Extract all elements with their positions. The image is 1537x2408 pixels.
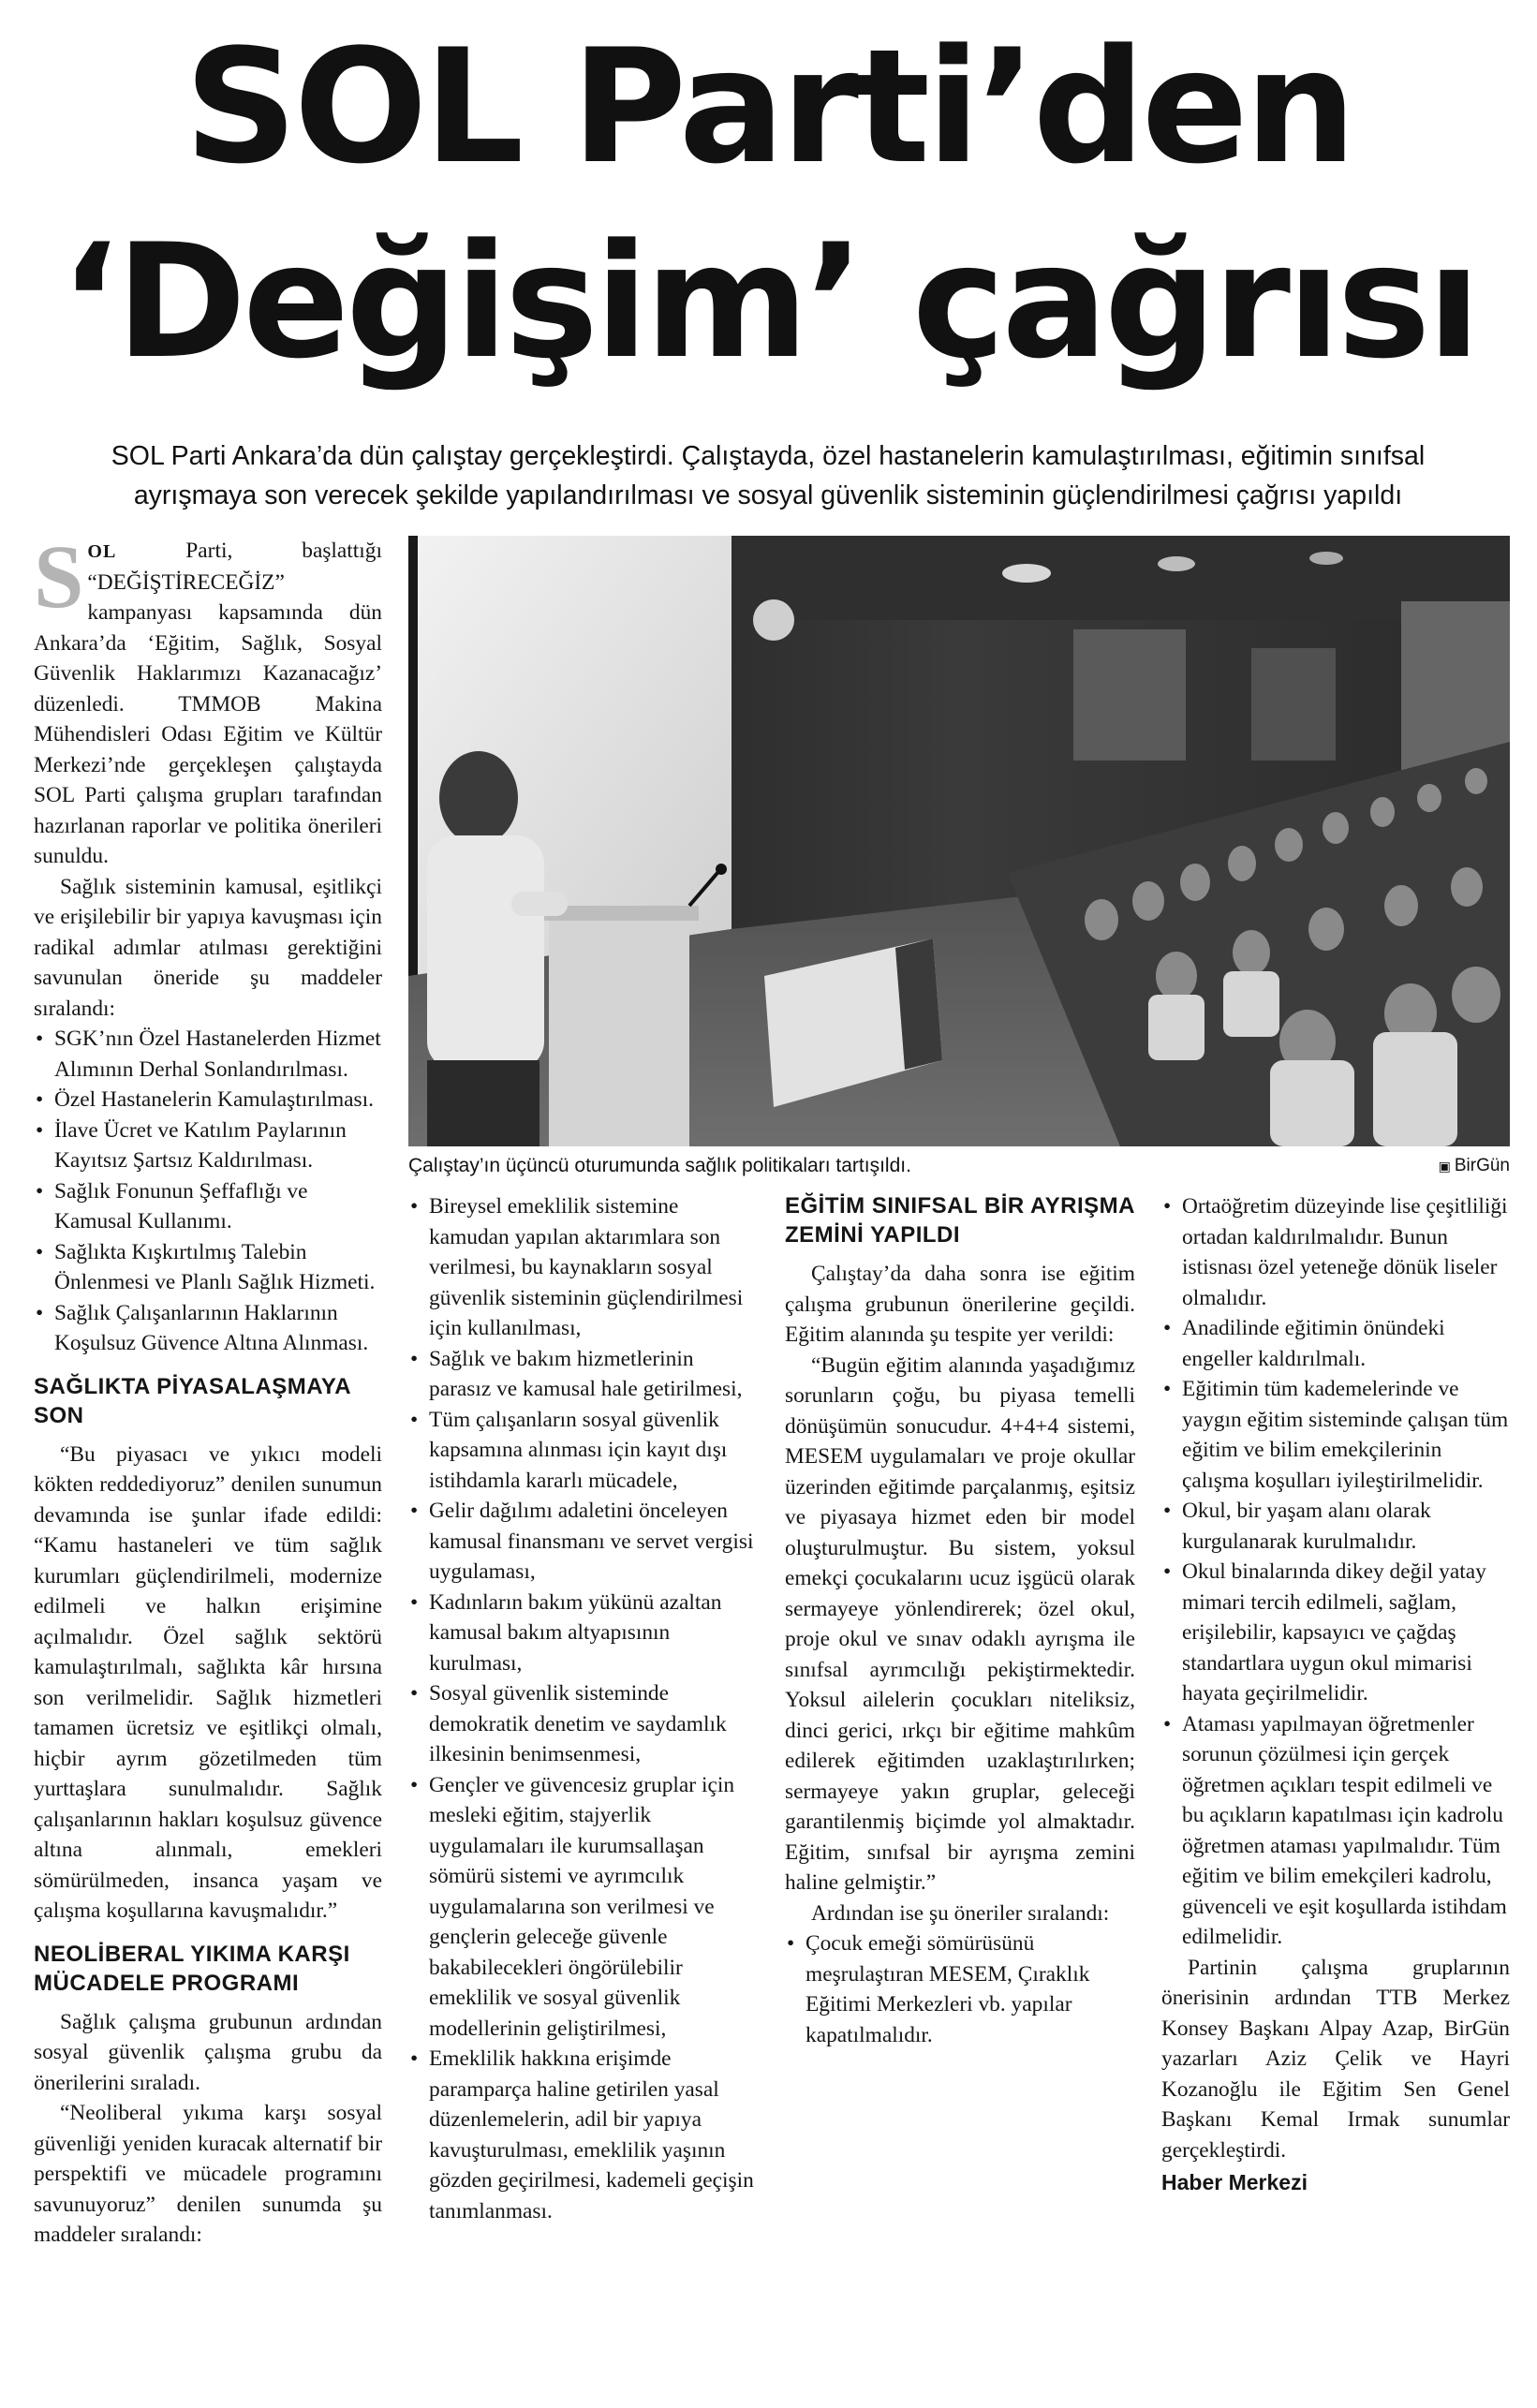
- photo-credit-label: BirGün: [1454, 1156, 1510, 1175]
- lead-paragraph: [34, 526, 382, 872]
- paragraph-health-intro: Sağlık sisteminin kamusal, eşitlikçi ve erişilebilir bir yapıya kavuşması için radikal adımlar atılması gerektiğini savunulan öneride şu maddeler sıralandı:: [34, 874, 382, 1021]
- article-column-1: [34, 526, 382, 2251]
- paragraph-social-quote: “Neoliberal yıkıma karşı sosyal güvenliği yeniden kuracak alternatif bir perspektifi ve mücadele programını savunuyoruz” denilen sunumda şu maddeler sıralandı:: [34, 2101, 382, 2247]
- camera-icon: ▣: [1438, 1159, 1451, 1174]
- list-item: • Kadınların bakım yükünü azaltan kamusal bakım altyapısının kurulması,: [408, 1588, 759, 1679]
- list-item: • Özel Hastanelerin Kamulaştırılması.: [34, 1085, 382, 1115]
- paragraph-education-list-intro: Ardından ise şu öneriler sıralandı:: [811, 1900, 1110, 1926]
- paragraph-closing: Partinin çalışma gruplarının önerisinin ardından TTB Merkez Konsey Başkanı Alpay Azap, BirGün yazarları Aziz Çelik ve Hayri Kozanoğlu ile Eğitim Sen Genel Başkanı Kemal Irmak sunumlar gerçekleştirdi.: [1161, 1955, 1510, 2163]
- subhead-education: EĞİTİM SINIFSAL BİR AYRIŞMA ZEMİNİ YAPILDI: [785, 1193, 1135, 1248]
- list-item: • İlave Ücret ve Katılım Paylarının Kayıtsız Şartsız Kaldırılması.: [34, 1115, 382, 1176]
- headline-line-1: SOL Parti’den: [184, 15, 1353, 199]
- article-column-4: [1161, 1191, 1510, 2198]
- article-column-3: [785, 1191, 1135, 2050]
- list-item: • Sağlık Fonunun Şeffaflığı ve Kamusal Kullanımı.: [34, 1176, 382, 1237]
- paragraph-education-intro: Çalıştay’da daha sonra ise eğitim çalışma grubunun önerilerine geçildi. Eğitim alanında şu tespite yer verildi:: [785, 1262, 1135, 1347]
- deck-line-2: ayrışmaya son verecek şekilde yapılandırılması ve sosyal güvenlik sisteminin güçlendirilmesi çağrısı yapıldı: [133, 480, 1403, 510]
- subhead-health: SAĞLIKTA PİYASALAŞMAYA SON: [34, 1373, 351, 1428]
- drop-cap-rest: OL: [87, 541, 117, 562]
- list-item: • Tüm çalışanların sosyal güvenlik kapsamına alınması için kayıt dışı istihdamla kararlı mücadele,: [408, 1405, 759, 1497]
- list-item: • Emeklilik hakkına erişimde paramparça haline getirilen yasal düzenlemelerin, adil bir yapıya kavuşturulması, emeklilik yaşının gözden geçirilmesi, kademeli geçişin tanımlanması.: [408, 2044, 759, 2226]
- health-demands-list: [34, 1024, 382, 1359]
- list-item: • Çocuk emeği sömürüsünü meşrulaştıran MESEM, Çıraklık Eğitimi Merkezleri vb. yapılar kapatılmalıdır.: [785, 1928, 1135, 2050]
- list-item: • SGK’nın Özel Hastanelerden Hizmet Alımının Derhal Sonlandırılması.: [34, 1024, 382, 1085]
- article-photo: [408, 536, 1510, 1146]
- education-list-part-1: [785, 1928, 1135, 2050]
- paragraph-education-quote: “Bugün eğitim alanında yaşadığımız sorunların çoğu, bu piyasa temelli dönüşümün sonucudur. 4+4+4 sistemi, MESEM uygulamaları ve proje okullar üzerinden eğitimde parçalanmış, eşitsiz ve piyasaya hizmet eden bir model oluşturulmuştur. Bu sistem, yoksul emekçi çocukalarını ucuz işgücü olarak sermayeye yönlendirerek; özel okul, proje okul ve sınav odaklı ayrışma ile sınıfsal ayrımcılığı pekiştirmektedir. Yoksul ailelerin çocukları niteliksiz, dinci gerici, ırkçı bir eğitime mahkûm edilerek eğitimden uzaklaştırılırken; sermayeye yakın gruplar, geleceği garantilenmiş biçimde yol almaktadır. Eğitim, sınıfsal bir ayrışma zemini haline gelmiştir.”: [785, 1352, 1135, 1895]
- headline-line-2: ‘Değişim’ çağrısı: [59, 210, 1478, 393]
- social-security-list: [408, 1191, 759, 2226]
- list-item: • Sağlık Çalışanlarının Haklarının Koşulsuz Güvence Altına Alınması.: [34, 1298, 382, 1359]
- list-item: • Gençler ve güvencesiz gruplar için mesleki eğitim, stajyerlik uygulamaları ile kurumsallaşan sömürü sistemi ve ayrımcılık uygulamalarına son verilmesi ve gençlerin geleceğe güvenle bakabilecekleri öngörülebilir emeklilik ve sosyal güvenlik modellerinin geliştirilmesi,: [408, 1770, 759, 2045]
- list-item: • Sağlıkta Kışkırtılmış Talebin Önlenmesi ve Planlı Sağlık Hizmeti.: [34, 1237, 382, 1298]
- list-item: • Okul binalarında dikey değil yatay mimari tercih edilmeli, sağlam, erişilebilir, kapsayıcı ve çağdaş standartlara uygun okul mimarisi hayata geçirilmelidir.: [1161, 1557, 1510, 1709]
- list-item: • Okul, bir yaşam alanı olarak kurgulanarak kurulmalıdır.: [1161, 1496, 1510, 1557]
- article-column-2: [408, 1191, 759, 2226]
- drop-cap: S: [34, 526, 84, 627]
- deck-line-1: SOL Parti Ankara’da dün çalıştay gerçekleştirdi. Çalıştayda, özel hastanelerin kamulaştırılması, eğitimin sınıfsal: [111, 441, 1426, 471]
- list-item: • Eğitimin tüm kademelerinde ve yaygın eğitim sisteminde çalışan tüm eğitim ve bilim emekçilerinin çalışma koşulları iyileştirilmelidir.: [1161, 1374, 1510, 1496]
- list-item: • Ortaöğretim düzeyinde lise çeşitliliği ortadan kaldırılmalıdır. Bunun istisnası özel yeteneğe dönük liseler olmalıdır.: [1161, 1191, 1510, 1313]
- subhead-neoliberal: NEOLİBERAL YIKIMA KARŞI MÜCADELE PROGRAMI: [34, 1941, 350, 1996]
- list-item: • Ataması yapılmayan öğretmenler sorunun çözülmesi için gerçek öğretmen açıkları tespit edilmeli ve bu açıkların kapatılması için kadrolu öğretmen ataması yapılmalıdır. Tüm eğitim ve bilim emekçileri kadrolu, güvenceli ve eşit koşullarda istihdam edilmelidir.: [1161, 1709, 1510, 1953]
- paragraph-social-intro: Sağlık çalışma grubunun ardından sosyal güvenlik çalışma grubu da önerilerini sıraladı.: [34, 2009, 382, 2095]
- list-item: • Sosyal güvenlik sisteminde demokratik denetim ve saydamlık ilkesinin benimsenmesi,: [408, 1678, 759, 1770]
- byline: Haber Merkezi: [1161, 2170, 1308, 2194]
- lead-text: Parti, başlattığı “DEĞİŞTİRECEĞİZ” kampanyası kapsamında dün Ankara’da ‘Eğitim, Sağlık, Sosyal Güvenlik Haklarımızı Kazanacağız’ düzenledi. TMMOB Makina Mühendisleri Odası Eğitim ve Kültür Merkezi’nde gerçekleşen çalıştayda SOL Parti çalışma grupları tarafından hazırlanan raporlar ve politika önerileri sunuldu.: [34, 539, 382, 868]
- list-item: • Bireysel emeklilik sistemine kamudan yapılan aktarımlara son verilmesi, bu kaynakların sosyal güvenlik sisteminin güçlendirilmesi için kullanılması,: [408, 1191, 759, 1344]
- conference-photo: [408, 536, 1510, 1146]
- paragraph-health-quote: “Bu piyasacı ve yıkıcı modeli kökten reddediyoruz” denilen sunumun devamında ise şunlar ifade edildi: “Kamu hastaneleri ve tüm sağlık kurumları güçlendirilmeli, modernize edilmeli ve halkın erişimine açılmalıdır. Özel sağlık sektörü kamulaştırılmalı, sağlıkta kâr hırsına son verilmelidir. Sağlık hizmetleri tamamen ücretsiz ve eşitlikçi olmalı, hiçbir ayrım gözetilmeden tüm yurttaşlara sunulmalıdır. Sağlık çalışanlarının hakları koşulsuz güvence altına alınmalı, emekleri sömürülmeden, insanca yaşam ve çalışma koşullarına kavuşmalıdır.”: [34, 1441, 382, 1923]
- list-item: • Gelir dağılımı adaletini önceleyen kamusal finansmanı ve servet vergisi uygulaması,: [408, 1496, 759, 1588]
- photo-credit: [1386, 1152, 1510, 1180]
- photo-caption: Çalıştay’ın üçüncü oturumunda sağlık politikaları tartışıldı.: [408, 1155, 911, 1176]
- list-item: • Anadilinde eğitimin önündeki engeller kaldırılmalı.: [1161, 1313, 1510, 1374]
- education-list-part-2: [1161, 1191, 1510, 1953]
- list-item: • Sağlık ve bakım hizmetlerinin parasız ve kamusal hale getirilmesi,: [408, 1344, 759, 1405]
